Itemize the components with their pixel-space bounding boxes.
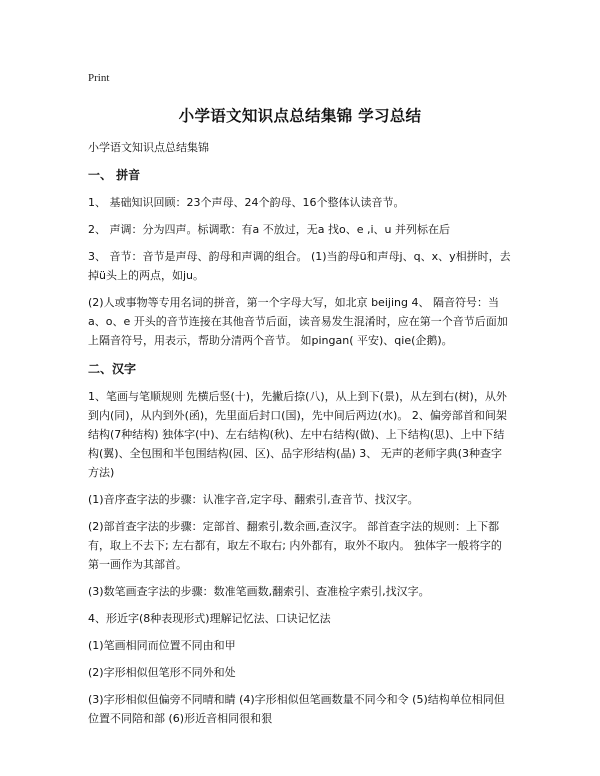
paragraph: (2)字形相似但笔形不同外和处 bbox=[88, 666, 236, 679]
paragraph: (2)部首查字法的步骤：定部首、翻索引,数余画,查汉字。 部首查字法的规则：上下都有，取上不去下; 左右都有，取左不取右; 内外都有，取外不取内。 独体字一般将字的第一画作为其部首。 bbox=[88, 520, 502, 571]
paragraph: 4、形近字(8种表现形式)理解记忆法、口诀记忆法 bbox=[88, 612, 331, 625]
paragraph: (3)字形相似但偏旁不同晴和睛 (4)字形相似但笔画数量不同今和令 (5)结构单位相同但位置不同陪和部 (6)形近音相同很和狠 bbox=[88, 693, 505, 725]
paragraph: (1)笔画相同而位置不同由和甲 bbox=[88, 639, 236, 652]
paragraph: 1、笔画与笔顺规则 先横后竖(十)，先撇后捺(八)，从上到下(景)，从左到右(树)，从外到内(同)，从内到外(函)，先里面后封口(国)，先中间后两边(水)。 2、偏旁部首和间架结构(7种结构) 独体字(中)、左右结构(秋)、左中右结构(做)、上下结构(思)、上中下结构(翼)、全包围和半包围结构(园、区)、品字形结构(晶) 3、 无声的老师字典(3种查字方法) bbox=[88, 390, 507, 479]
print-label: Print bbox=[88, 72, 110, 84]
document-title: 小学语文知识点总结集锦 学习总结 bbox=[178, 107, 422, 125]
paragraph: 2、 声调：分为四声。标调歌：有a 不放过，无a 找o、e ,i、u 并列标在后 bbox=[88, 223, 450, 236]
section-heading-hanzi: 二、汉字 bbox=[88, 362, 137, 376]
section-pinyin bbox=[88, 166, 512, 350]
paragraph: 1、 基础知识回顾：23个声母、24个韵母、16个整体认读音节。 bbox=[88, 196, 405, 209]
section-heading-pinyin: 一、 拼音 bbox=[88, 168, 141, 182]
paragraph: 3、 音节：音节是声母、韵母和声调的组合。 (1)当韵母ü和声母j、q、x、y相拼时，去掉ü头上的两点，如ju。 bbox=[88, 250, 511, 282]
document-subtitle: 小学语文知识点总结集锦 bbox=[88, 141, 209, 154]
section-hanzi bbox=[88, 360, 512, 728]
paragraph: (1)音序查字法的步骤：认准字音,定字母、翻索引,查音节、找汉字。 bbox=[88, 493, 419, 506]
paragraph: (3)数笔画查字法的步骤：数准笔画数,翻索引、查准检字索引,找汉字。 bbox=[88, 585, 430, 598]
paragraph: (2)人或事物等专用名词的拼音，第一个字母大写，如北京 beijing 4、 隔音符号：当a、o、e 开头的音节连接在其他音节后面，读音易发生混淆时，应在第一个音节后面加上隔音符号，用表示，帮助分清两个音节。 如pingan( 平安)、qie(企鹅)。 bbox=[88, 296, 508, 347]
